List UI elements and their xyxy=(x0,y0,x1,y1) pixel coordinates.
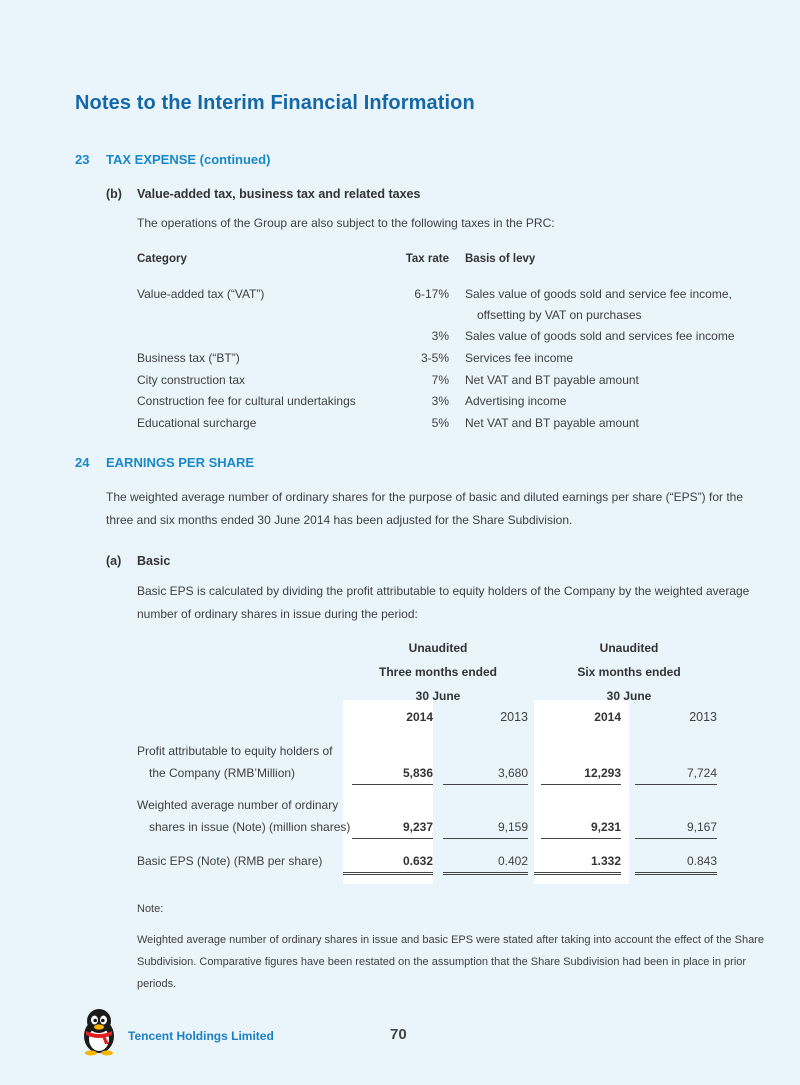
sub-a-title: Basic xyxy=(137,554,171,568)
tax-basis: Net VAT and BT payable amount xyxy=(465,373,639,387)
year-header: 2014 xyxy=(406,710,433,724)
eps-value: 12,293 xyxy=(584,766,621,780)
tax-basis: Sales value of goods sold and service fee income, xyxy=(465,287,732,301)
rule xyxy=(443,838,528,839)
eps-value: 7,724 xyxy=(686,766,717,780)
tax-category: Business tax (“BT”) xyxy=(137,351,240,365)
tax-category: City construction tax xyxy=(137,373,246,387)
eps-intro-line1: The weighted average number of ordinary shares for the purpose of basic and diluted earnings per share (“EPS”) for the xyxy=(106,490,744,504)
tax-basis: Net VAT and BT payable amount xyxy=(465,416,639,430)
group1-line1: Unaudited xyxy=(408,641,468,655)
tax-header-basis: Basis of levy xyxy=(465,253,536,265)
eps-row-label-cont: shares in issue (Note) (million shares) xyxy=(149,820,351,834)
tax-rate: 3% xyxy=(431,329,449,343)
tax-basis: Advertising income xyxy=(465,394,567,408)
note-label: Note: xyxy=(137,903,164,915)
tax-intro: The operations of the Group are also subject to the following taxes in the PRC: xyxy=(137,216,555,230)
double-rule xyxy=(343,872,433,875)
eps-row-label: Profit attributable to equity holders of xyxy=(137,744,333,758)
tax-basis: Sales value of goods sold and services fee income xyxy=(465,329,735,343)
tax-rate: 3% xyxy=(431,394,449,408)
section-23-title: TAX EXPENSE (continued) xyxy=(106,152,271,167)
page-number: 70 xyxy=(390,1026,407,1043)
tax-category: Construction fee for cultural undertakings xyxy=(137,394,356,408)
group2-line1: Unaudited xyxy=(599,641,659,655)
rule xyxy=(352,838,433,839)
section-24-number: 24 xyxy=(75,455,90,470)
double-rule xyxy=(635,872,717,875)
rule xyxy=(635,784,717,785)
year-header: 2013 xyxy=(689,710,717,724)
tax-rate: 7% xyxy=(431,373,449,387)
eps-value: 9,231 xyxy=(590,820,621,834)
note-line2: Subdivision. Comparative figures have been restated on the assumption that the Share Subdivision had been in place in prior xyxy=(137,956,747,968)
rule xyxy=(635,838,717,839)
year-header: 2013 xyxy=(500,710,528,724)
tax-basis-cont: offsetting by VAT on purchases xyxy=(477,308,642,322)
tax-header-rate: Tax rate xyxy=(405,253,449,265)
section-24-title: EARNINGS PER SHARE xyxy=(106,455,255,470)
rule xyxy=(541,784,621,785)
eps-value: 0.843 xyxy=(686,854,717,868)
double-rule xyxy=(534,872,621,875)
tax-header-category: Category xyxy=(137,253,187,265)
group1-line2: Three months ended xyxy=(378,665,497,679)
sub-b-title: Value-added tax, business tax and related taxes xyxy=(137,187,421,201)
eps-row-label-cont: the Company (RMB’Million) xyxy=(149,766,296,780)
tax-rate: 5% xyxy=(431,416,449,430)
footer-company: Tencent Holdings Limited xyxy=(128,1029,274,1043)
rule xyxy=(443,784,528,785)
group2-line2: Six months ended xyxy=(577,665,681,679)
eps-value: 0.632 xyxy=(402,854,433,868)
eps-value: 9,237 xyxy=(402,820,433,834)
tax-basis: Services fee income xyxy=(465,351,574,365)
group2-line3: 30 June xyxy=(606,689,652,703)
sub-a-label: (a) xyxy=(106,554,122,568)
eps-row-label: Basic EPS (Note) (RMB per share) xyxy=(137,854,323,868)
tax-rate: 3-5% xyxy=(420,351,449,365)
eps-value: 5,836 xyxy=(402,766,433,780)
penguin-logo-icon xyxy=(76,1006,122,1056)
sub-b-label: (b) xyxy=(106,187,122,201)
basic-line1: Basic EPS is calculated by dividing the profit attributable to equity holders of the Company by the weighted average xyxy=(137,584,750,598)
tax-category: Value-added tax (“VAT”) xyxy=(137,287,265,301)
eps-value: 9,167 xyxy=(686,820,717,834)
eps-value: 3,680 xyxy=(497,766,528,780)
tax-category: Educational surcharge xyxy=(137,416,257,430)
tax-rate: 6-17% xyxy=(414,287,449,301)
eps-value: 1.332 xyxy=(590,854,621,868)
page-title: Notes to the Interim Financial Information xyxy=(75,92,475,114)
eps-row-label: Weighted average number of ordinary xyxy=(137,798,339,812)
rule xyxy=(352,784,433,785)
group1-line3: 30 June xyxy=(415,689,461,703)
basic-line2: number of ordinary shares in issue during the period: xyxy=(137,607,418,621)
note-line3: periods. xyxy=(137,978,177,990)
note-line1: Weighted average number of ordinary shares in issue and basic EPS were stated after taking into account the effect of the Share xyxy=(137,934,764,946)
rule xyxy=(541,838,621,839)
eps-intro-line2: three and six months ended 30 June 2014 has been adjusted for the Share Subdivision. xyxy=(106,513,573,527)
section-23-number: 23 xyxy=(75,152,90,167)
eps-value: 9,159 xyxy=(497,820,528,834)
eps-value: 0.402 xyxy=(497,854,528,868)
double-rule xyxy=(443,872,528,875)
year-header: 2014 xyxy=(594,710,621,724)
